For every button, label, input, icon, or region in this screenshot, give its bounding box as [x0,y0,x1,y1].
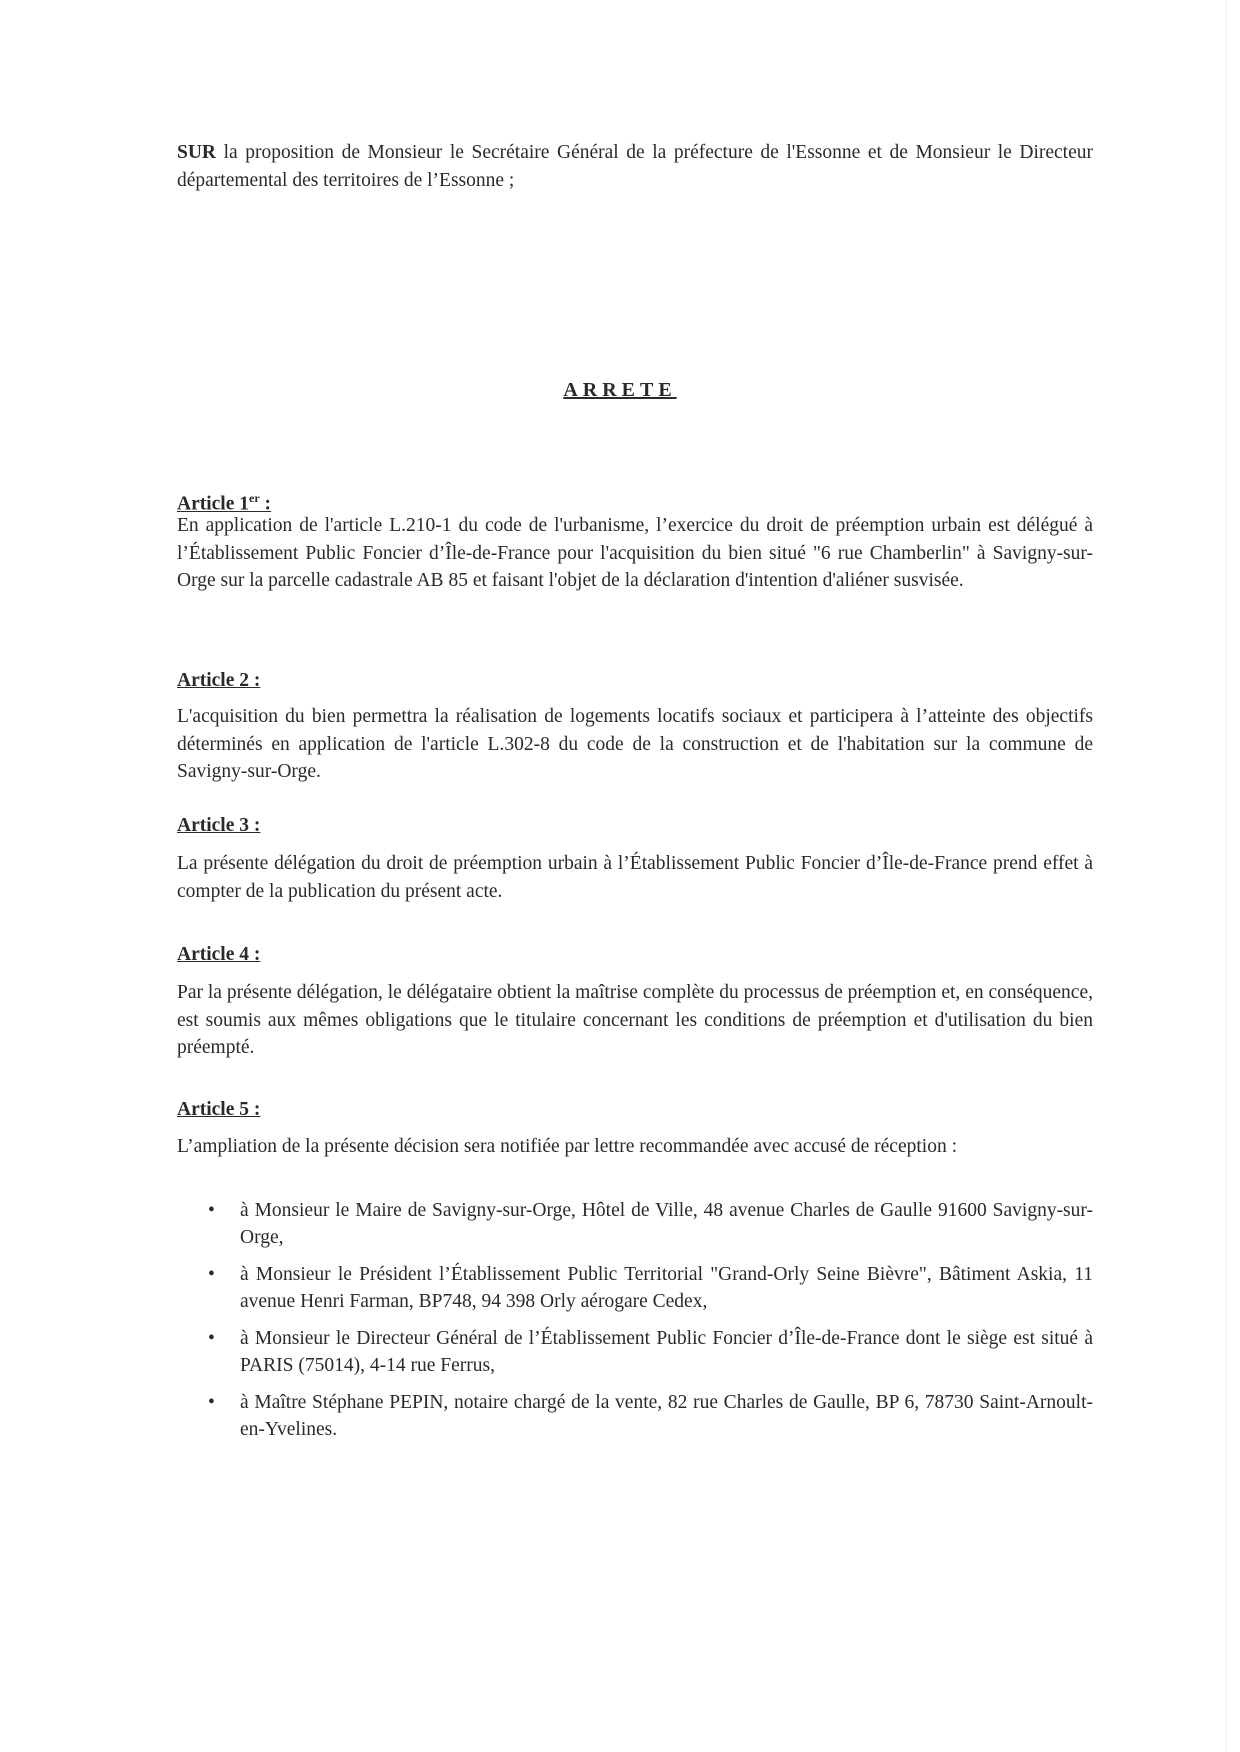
article-3-text: La présente délégation du droit de préemption urbain à l’Établissement Public Foncier d’Île-de-France prend effet à compter de la publication du présent acte. [177,853,1093,902]
article-4-text: Par la présente délégation, le délégataire obtient la maîtrise complète du processus de préemption et, en conséquence, est soumis aux mêmes obligations que le titulaire concernant les conditions de préemption et d'utilisation du bien préempté. [177,982,1093,1058]
heading-suffix: : [249,815,261,836]
list-item: • à Monsieur le Président l’Établissement Public Territorial "Grand-Orly Seine Bièvre", Bâtiment Askia, 11 avenue Henri Farman, BP748, 94 398 Orly aérogare Cedex, [177,1261,1093,1315]
article-2-text: L'acquisition du bien permettra la réalisation de logements locatifs sociaux et participera à l’atteinte des objectifs déterminés en application de l'article L.302-8 du code de la construction et de l'habitation sur la commune de Savigny-sur-Orge. [177,706,1093,782]
heading-text: Article 5 [177,1099,250,1120]
heading-text: Article 2 [177,670,250,691]
heading-sup: er [249,491,260,505]
heading-suffix: : [259,493,272,515]
list-item: • à Monsieur le Directeur Général de l’Établissement Public Foncier d’Île-de-France dont le siège est situé à PARIS (75014), 4-14 rue Ferrus, [177,1325,1093,1379]
list-item: • à Monsieur le Maire de Savigny-sur-Orge, Hôtel de Ville, 48 avenue Charles de Gaulle 91600 Savigny-sur-Orge, [177,1197,1093,1251]
article-4-heading [177,941,260,968]
preamble [177,139,1093,194]
heading-suffix: : [249,1099,261,1120]
preamble-text: la proposition de Monsieur le Secrétaire Général de la préfecture de l'Essonne et de Monsieur le Directeur départemental des territoires de l’Essonne ; [177,142,1093,191]
article-1-text: En application de l'article L.210-1 du code de l'urbanisme, l’exercice du droit de préemption urbain est délégué à l’Établissement Public Foncier d’Île-de-France pour l'acquisition du bien situé "6 rue Chamberlin" à Savigny-sur-Orge sur la parcelle cadastrale AB 85 et faisant l'objet de la déclaration d'intention d'aliéner susvisée. [177,515,1093,591]
recipient-list [177,1197,1093,1453]
heading-text: Article 1 [177,493,250,515]
article-5-heading [177,1096,260,1123]
heading-suffix: : [249,944,261,965]
preamble-bold: SUR [177,142,217,163]
scan-edge [1226,0,1227,1752]
list-item: • à Maître Stéphane PEPIN, notaire chargé de la vente, 82 rue Charles de Gaulle, BP 6, 78730 Saint-Arnoult-en-Yvelines. [177,1389,1093,1443]
heading-text: Article 4 [177,944,250,965]
heading-text: Article 3 [177,815,250,836]
article-2-heading [177,667,260,694]
document-title: ARRETE [563,379,677,401]
article-3-heading [177,812,260,839]
article-5-text: L’ampliation de la présente décision sera notifiée par lettre recommandée avec accusé de réception : [177,1136,957,1157]
heading-suffix: : [249,670,261,691]
